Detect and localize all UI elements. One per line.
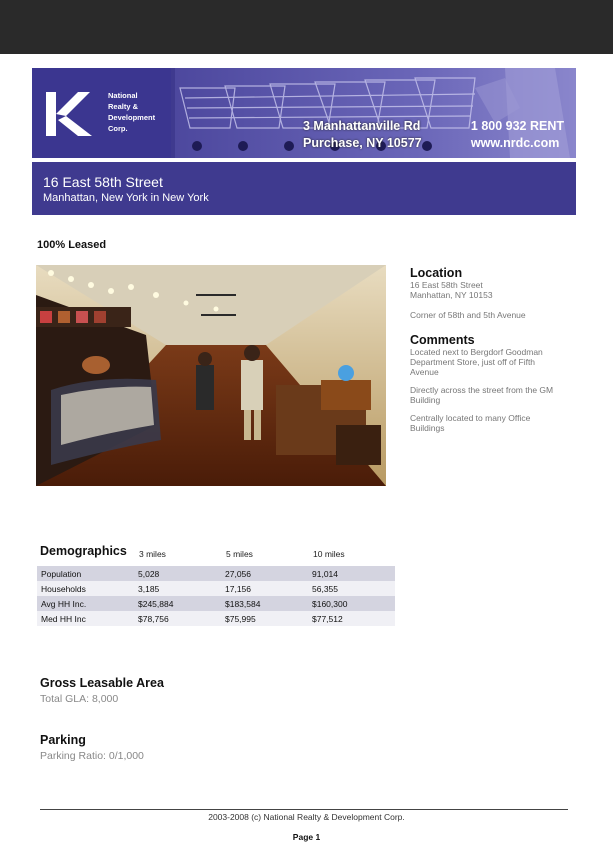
lease-status: 100% Leased (37, 239, 107, 251)
table-cell: $183,584 (221, 596, 308, 611)
address-line: Purchase, NY 10577 (303, 136, 422, 150)
location-heading: Location (410, 266, 463, 280)
table-cell: $160,300 (308, 596, 395, 611)
table-row (37, 581, 395, 596)
gla-value: Total GLA: 8,000 (40, 693, 119, 705)
company-contact (471, 118, 564, 152)
header-banner (32, 68, 576, 215)
gla-heading: Gross Leasable Area (40, 676, 164, 690)
table-cell: 27,056 (221, 566, 308, 581)
location-corner: Corner of 58th and 5th Avenue (410, 310, 526, 320)
row-label: Med HH Inc (37, 611, 134, 626)
phone-number[interactable]: 1 800 932 RENT (470, 119, 564, 133)
property-title: 16 East 58th Street (43, 174, 163, 190)
row-label: Avg HH Inc. (37, 596, 134, 611)
comment-item: Centrally located to many Office Buildings (410, 413, 531, 433)
row-label: Households (37, 581, 134, 596)
column-header: 10 miles (313, 549, 345, 559)
table-cell: 56,355 (308, 581, 395, 596)
table-row (37, 566, 395, 581)
flyer-page (0, 54, 613, 844)
table-cell: 3,185 (134, 581, 221, 596)
store-interior-photo (36, 265, 386, 486)
row-label: Population (37, 566, 134, 581)
bakery-interior-image (36, 265, 386, 486)
table-cell: $245,884 (134, 596, 221, 611)
parking-heading: Parking (40, 733, 86, 747)
company-logo (32, 68, 171, 158)
property-details (410, 266, 580, 433)
nrdc-logo-icon (44, 90, 98, 138)
logo-line: Development (108, 113, 156, 122)
comments-heading: Comments (410, 333, 475, 347)
comment-item: Directly across the street from the GM Building (410, 385, 554, 405)
logo-line: National (108, 91, 138, 100)
header-photo (175, 68, 576, 158)
parking-value: Parking Ratio: 0/1,000 (40, 750, 144, 762)
table-cell: 5,028 (134, 566, 221, 581)
column-header: 3 miles (139, 549, 166, 559)
property-title-bar (32, 162, 576, 215)
column-header: 5 miles (226, 549, 253, 559)
location-street: 16 East 58th Street (410, 280, 483, 290)
footer-divider (40, 809, 568, 810)
property-subtitle: Manhattan, New York in New York (43, 192, 209, 204)
table-cell: $78,756 (134, 611, 221, 626)
footer-copyright: 2003-2008 (c) National Realty & Development Corp. (208, 812, 405, 822)
page-number: Page 1 (292, 832, 321, 842)
logo-line: Corp. (108, 124, 128, 133)
table-cell: $75,995 (221, 611, 308, 626)
location-city: Manhattan, NY 10153 (410, 290, 493, 300)
table-cell: 91,014 (308, 566, 395, 581)
address-line: 3 Manhattanville Rd (303, 119, 421, 133)
demographics-table (37, 566, 395, 626)
table-row (37, 611, 395, 626)
demographics-heading: Demographics (40, 544, 127, 558)
comment-item: Located next to Bergdorf Goodman Department Store, just off of Fifth Avenue (410, 347, 543, 377)
logo-wordmark (108, 90, 155, 134)
table-cell: $77,512 (308, 611, 395, 626)
table-cell: 17,156 (221, 581, 308, 596)
logo-line: Realty & (108, 102, 139, 111)
table-row (37, 596, 395, 611)
company-address (303, 118, 422, 152)
website-link[interactable]: www.nrdc.com (470, 136, 560, 150)
